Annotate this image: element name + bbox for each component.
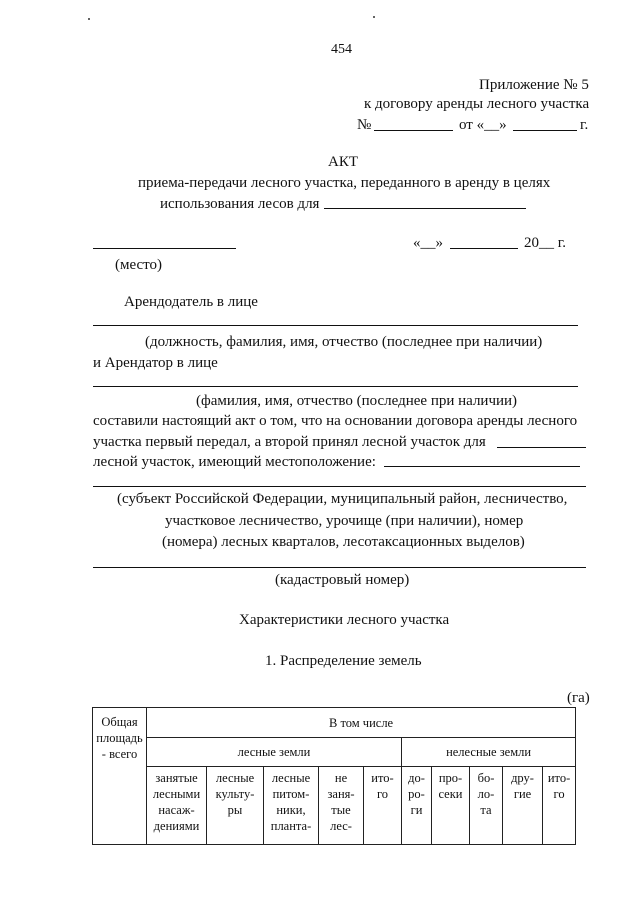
forest-col-nurseries: лесные питом- ники, планта- bbox=[264, 767, 319, 845]
section-title: Характеристики лесного участка bbox=[239, 612, 450, 628]
including-header: В том числе bbox=[147, 708, 576, 738]
nonforest-lands-header: нелесные земли bbox=[402, 738, 576, 767]
scan-speck bbox=[88, 18, 90, 20]
nonforest-col-roads: до- ро- ги bbox=[402, 767, 432, 845]
forest-col-occupied: занятые лесными насаж- дениями bbox=[147, 767, 207, 845]
forest-col-unoccupied: не заня- тые лес- bbox=[319, 767, 364, 845]
forest-col-total: ито- го bbox=[364, 767, 402, 845]
location-hint-line1: (субъект Российской Федерации, муниципальный район, лесничество, bbox=[117, 491, 568, 507]
tenant-label: и Арендатор в лице bbox=[93, 355, 218, 371]
body-paragraph-line1: составили настоящий акт о том, что на основании договора аренды лесного bbox=[93, 413, 578, 429]
location-blank-full bbox=[93, 486, 586, 487]
location-blank bbox=[384, 466, 580, 467]
act-subtitle-line1: приема-передачи лесного участка, переданного в аренду в целях bbox=[138, 175, 551, 191]
date-year: 20__ г. bbox=[524, 235, 566, 251]
scan-speck bbox=[373, 16, 375, 18]
date-open-quote: «__» bbox=[413, 235, 443, 251]
appendix-from-label: от «__» bbox=[459, 117, 507, 133]
appendix-title: Приложение № 5 bbox=[479, 77, 589, 93]
appendix-year-suffix: г. bbox=[580, 117, 589, 133]
act-title: АКТ bbox=[328, 154, 358, 170]
use-purpose-blank bbox=[497, 447, 586, 448]
contract-number-blank bbox=[374, 130, 453, 131]
appendix-number-sign: № bbox=[357, 117, 372, 133]
total-area-header: Общая площадь - всего bbox=[93, 708, 147, 845]
page-number: 454 bbox=[331, 42, 352, 57]
location-hint-line3: (номера) лесных кварталов, лесотаксационных выделов) bbox=[162, 534, 525, 550]
contract-date-blank bbox=[513, 130, 577, 131]
forest-lands-header: лесные земли bbox=[147, 738, 402, 767]
place-blank bbox=[93, 248, 236, 249]
purpose-blank bbox=[324, 208, 526, 209]
land-distribution-table bbox=[92, 707, 576, 845]
body-paragraph-line3: лесной участок, имеющий местоположение: bbox=[93, 454, 376, 470]
cadastral-hint: (кадастровый номер) bbox=[275, 572, 410, 588]
nonforest-col-other: дру- гие bbox=[503, 767, 543, 845]
appendix-contract-ref: к договору аренды лесного участка bbox=[364, 96, 590, 112]
unit-label: (га) bbox=[567, 690, 590, 706]
tenant-hint: (фамилия, имя, отчество (последнее при наличии) bbox=[196, 393, 518, 409]
place-hint: (место) bbox=[115, 257, 163, 273]
landlord-hint: (должность, фамилия, имя, отчество (последнее при наличии) bbox=[145, 334, 543, 350]
nonforest-col-swamps: бо- ло- та bbox=[470, 767, 503, 845]
body-paragraph-line2: участка первый передал, а второй принял лесной участок для bbox=[93, 434, 486, 450]
tenant-blank bbox=[93, 386, 578, 387]
landlord-blank bbox=[93, 325, 578, 326]
cadastral-blank bbox=[93, 567, 586, 568]
forest-col-crops: лесные культу- ры bbox=[207, 767, 264, 845]
subsection-title: 1. Распределение земель bbox=[265, 653, 422, 669]
location-hint-line2: участковое лесничество, урочище (при наличии), номер bbox=[165, 513, 524, 529]
landlord-label: Арендодатель в лице bbox=[124, 294, 258, 310]
nonforest-col-clearings: про- секи bbox=[432, 767, 470, 845]
nonforest-col-total: ито- го bbox=[543, 767, 576, 845]
date-month-blank bbox=[450, 248, 518, 249]
act-subtitle-line2: использования лесов для bbox=[160, 196, 320, 212]
